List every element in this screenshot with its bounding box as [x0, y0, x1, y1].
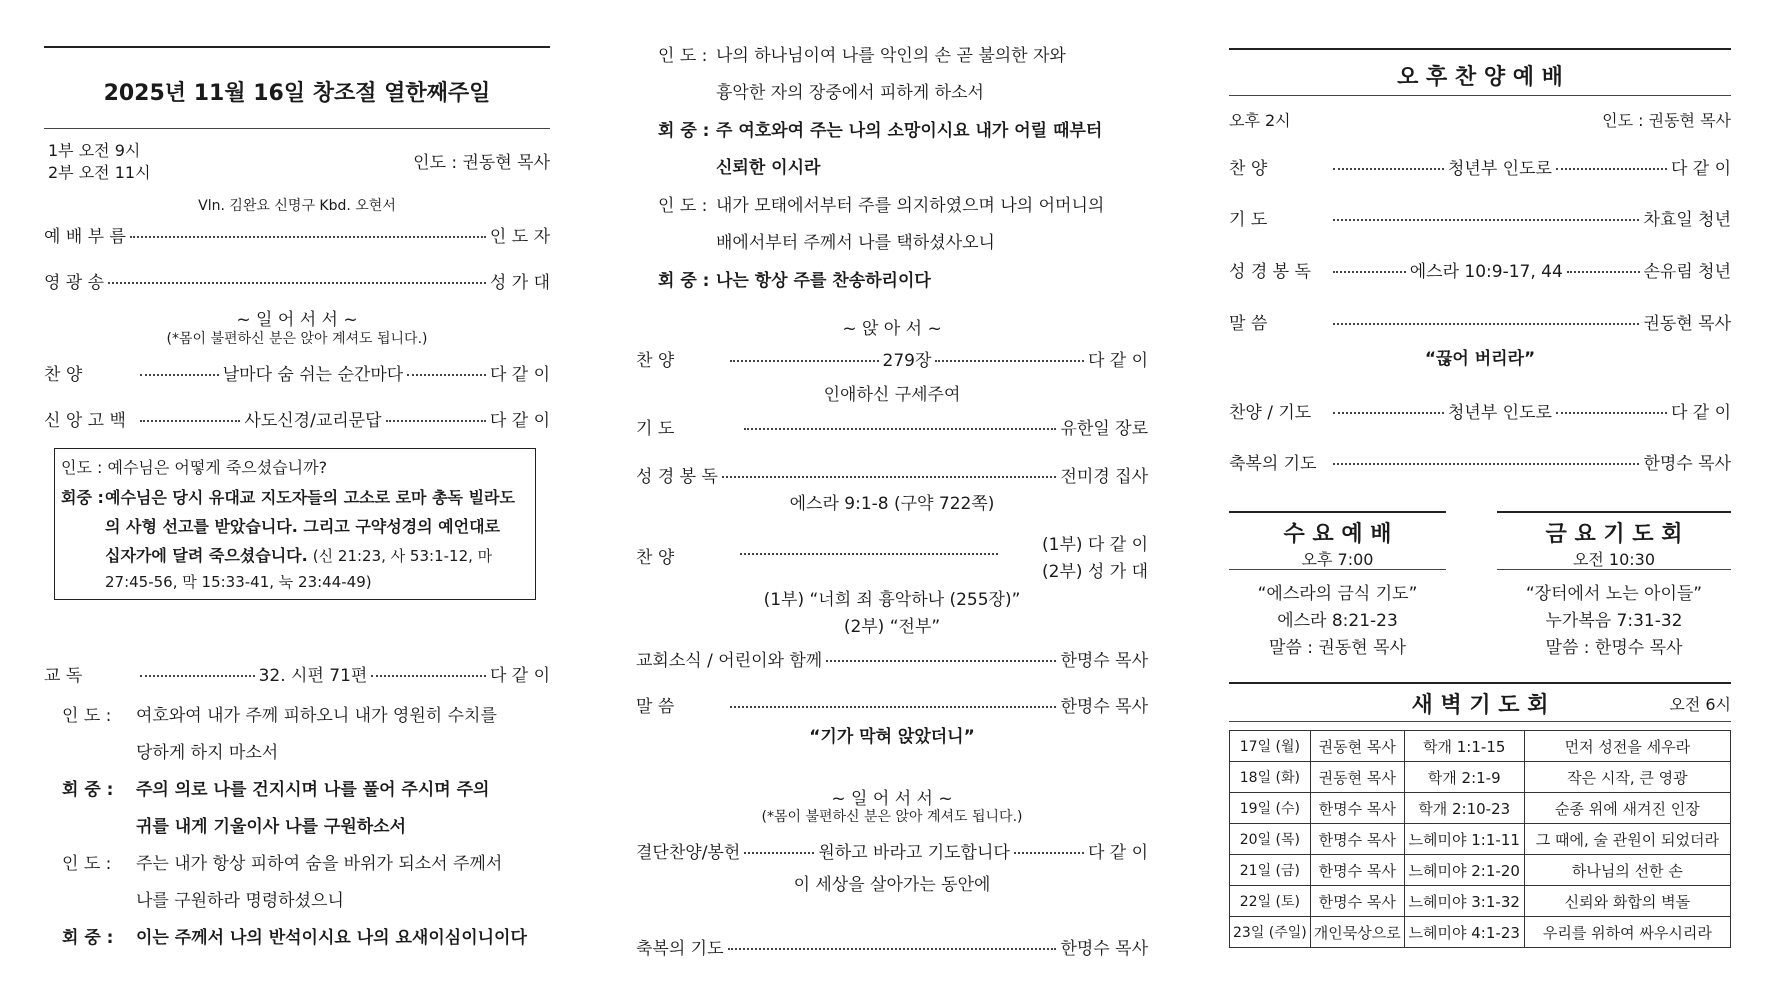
- musicians: Vln. 김완요 신명구 Kbd. 오현서: [198, 198, 396, 214]
- dawn-rule: [1229, 682, 1731, 684]
- row-label: 말 씀: [1229, 314, 1268, 334]
- title-cell: 하나님의 선한 손: [1524, 855, 1730, 886]
- row-person: 차효일 청년: [1643, 210, 1731, 230]
- answer-line-3: [105, 543, 492, 566]
- rule: [1229, 569, 1446, 570]
- verse-line: 당하게 하지 마소서: [136, 743, 279, 763]
- passage-cell: 느헤미야 2:1-20: [1404, 855, 1524, 886]
- responsive-verse: [62, 772, 550, 846]
- row-benediction: [636, 934, 1148, 959]
- row-person: 다 같 이: [1670, 159, 1732, 179]
- verse-line: 흉악한 자의 장중에서 피하게 하소서: [716, 83, 984, 103]
- verse-line: 주 여호와여 주는 나의 소망이시요 내가 어릴 때부터: [716, 121, 1103, 141]
- friday-title: 금 요 기 도 회: [1545, 522, 1683, 547]
- responsive-verse: [62, 846, 550, 920]
- row-label: 예 배 부 름: [44, 227, 126, 247]
- dot-leader: [935, 360, 1084, 362]
- dot-leader: [386, 420, 486, 422]
- dot-leader: [722, 476, 1057, 478]
- speaker-cell: 한명수 목사: [1310, 886, 1404, 917]
- verse-line: 주의 의로 나를 건지시며 나를 풀어 주시며 주의: [136, 780, 490, 800]
- speaker: 인 도 :: [658, 46, 708, 66]
- date-cell: 20일 (목): [1230, 824, 1311, 855]
- stand-note: (*몸이 불편하신 분은 앉아 계셔도 됩니다.): [166, 331, 428, 347]
- dot-leader: [140, 420, 240, 422]
- offering-song-sub: 이 세상을 살아가는 동안에: [793, 875, 991, 895]
- hymn-number: 279장: [882, 351, 932, 371]
- dot-leader: [140, 374, 219, 376]
- answer-text: 십자가에 달려 죽으셨습니다.: [105, 546, 308, 565]
- row-person: 다 같 이: [1087, 843, 1149, 863]
- dot-leader: [1333, 168, 1444, 170]
- speaker: 인 도 :: [62, 706, 112, 726]
- wednesday-time: 오후 7:00: [1301, 550, 1374, 569]
- service-time-1: 1부 오전 9시: [48, 141, 141, 160]
- page-title: 2025년 11월 16일 창조절 열한째주일: [103, 81, 491, 106]
- other-services-column: [1229, 0, 1731, 987]
- service-time-2: 2부 오전 11시: [48, 163, 151, 182]
- question-text: 예수님은 어떻게 죽으셨습니까?: [107, 458, 328, 477]
- wednesday-reference: 에스라 8:21-23: [1277, 611, 1398, 631]
- reading-title: 32. 시편 71편: [258, 666, 368, 686]
- stand-instruction: ~ 일 어 서 서 ~: [236, 310, 358, 330]
- date-cell: 23일 (주일): [1230, 917, 1311, 948]
- row-label: 교회소식 / 어린이와 함께: [636, 651, 823, 671]
- row-person: 다 같 이: [489, 365, 551, 385]
- row-person: 유한일 장로: [1060, 419, 1148, 439]
- top-rule: [1229, 48, 1731, 50]
- wednesday-title: 수 요 예 배: [1283, 522, 1392, 547]
- afternoon-service-title: 오 후 찬 양 예 배: [1397, 65, 1563, 90]
- dot-leader: [1556, 168, 1667, 170]
- verse-line: 배에서부터 주께서 나를 택하셨사오니: [716, 233, 995, 253]
- passage-cell: 학개 2:10-23: [1404, 793, 1524, 824]
- row-person: 한명수 목사: [1643, 454, 1731, 474]
- row-label: 찬양 / 기도: [1229, 403, 1312, 423]
- row-person: 다 같 이: [1670, 403, 1732, 423]
- row-responsive-reading: [44, 661, 550, 686]
- friday-prayer-meeting: [1497, 511, 1731, 661]
- row-label: 찬 양: [636, 351, 675, 371]
- passage-cell: 학개 1:1-15: [1404, 731, 1524, 762]
- row-label: 기 도: [636, 419, 675, 439]
- verse-line: 나의 하나님이여 나를 악인의 손 곧 불의한 자와: [716, 46, 1066, 66]
- passage-cell: 느헤미야 3:1-32: [1404, 886, 1524, 917]
- table-row: [1230, 855, 1731, 886]
- row-detail: 청년부 인도로: [1448, 159, 1552, 179]
- speaker-leader: 인도 :: [61, 458, 103, 477]
- date-cell: 22일 (토): [1230, 886, 1311, 917]
- friday-reference: 누가복음 7:31-32: [1545, 611, 1683, 631]
- date-cell: 18일 (화): [1230, 762, 1311, 793]
- row-hymn: [636, 346, 1148, 371]
- speaker-cell: 권동현 목사: [1310, 762, 1404, 793]
- table-row: [1230, 824, 1731, 855]
- date-cell: 17일 (월): [1230, 731, 1311, 762]
- sit-instruction: ~ 앉 아 서 ~: [842, 319, 942, 339]
- dot-leader: [1333, 323, 1639, 325]
- row-label: 성 경 봉 독: [636, 467, 718, 487]
- choir-label: 찬 양: [636, 548, 675, 568]
- dot-leader: [407, 374, 486, 376]
- wednesday-speaker: 말씀 : 권동현 목사: [1269, 638, 1406, 658]
- passage-cell: 느헤미야 4:1-23: [1404, 917, 1524, 948]
- responsive-verse: [62, 920, 550, 957]
- friday-speaker: 말씀 : 한명수 목사: [1545, 638, 1683, 658]
- dot-leader: [1014, 852, 1084, 854]
- title-cell: 먼저 성전을 세우라: [1524, 731, 1730, 762]
- row-person: 한명수 목사: [1060, 939, 1148, 959]
- speaker-cell: 한명수 목사: [1310, 824, 1404, 855]
- dot-leader: [1333, 271, 1406, 273]
- row-label: 찬 양: [44, 365, 83, 385]
- row-label: 찬 양: [1229, 159, 1268, 179]
- row-detail: 에스라 10:9-17, 44: [1409, 262, 1563, 282]
- verse-line: 여호와여 내가 주께 피하오니 내가 영원히 수치를: [136, 706, 497, 726]
- dot-leader: [1333, 412, 1444, 414]
- choir-performer-1: (1부) 다 같 이: [1042, 535, 1148, 555]
- speaker-congregation: 회중 :: [61, 488, 104, 507]
- row-pm-praise-prayer: [1229, 398, 1731, 423]
- creed-title: 사도신경/교리문답: [244, 411, 382, 431]
- dot-leader: [730, 706, 1056, 708]
- dawn-prayer-title: 새 벽 기 도 회: [1411, 693, 1549, 718]
- dot-leader: [371, 675, 486, 677]
- dot-leader: [1567, 271, 1640, 273]
- responsive-verse: [658, 113, 1148, 187]
- row-gloria: [44, 268, 550, 293]
- row-person: 권동현 목사: [1643, 314, 1731, 334]
- responsive-verse: [62, 698, 550, 772]
- table-row: [1230, 793, 1731, 824]
- answer-line-2: 의 사형 선고를 받았습니다. 그리고 구약성경의 예언대로: [105, 517, 500, 536]
- title-cell: 그 때에, 술 관원이 되었더라: [1524, 824, 1730, 855]
- row-label: 영 광 송: [44, 273, 105, 293]
- dawn-prayer-time: 오전 6시: [1669, 695, 1731, 714]
- responsive-verse: [658, 188, 1148, 262]
- rule: [1497, 511, 1731, 513]
- verse-line: 내가 모태에서부터 주를 의지하였으며 나의 어머니의: [716, 196, 1105, 216]
- responsive-verse: [658, 38, 1148, 112]
- title-cell: 작은 시작, 큰 영광: [1524, 762, 1730, 793]
- stand-instruction: ~ 일 어 서 서 ~: [831, 789, 953, 809]
- order-of-worship-column-2: [636, 0, 1148, 987]
- row-pm-bible: [1229, 257, 1731, 282]
- dot-leader: [1333, 219, 1639, 221]
- speaker-cell: 권동현 목사: [1310, 731, 1404, 762]
- dawn-title-rule: [1229, 721, 1731, 722]
- row-label: 축복의 기도: [1229, 454, 1317, 474]
- table-row: [1230, 731, 1731, 762]
- table-row: [1230, 917, 1731, 948]
- speaker: 회 중 :: [62, 780, 114, 800]
- rule: [1497, 569, 1731, 570]
- rule: [1229, 511, 1446, 513]
- verse-line: 나는 항상 주를 찬송하리이다: [716, 271, 931, 291]
- row-hymn: [44, 360, 550, 385]
- row-sermon: [636, 692, 1148, 717]
- table-row: [1230, 886, 1731, 917]
- row-label: 말 씀: [636, 697, 675, 717]
- speaker-cell: 한명수 목사: [1310, 855, 1404, 886]
- catechism-question: [61, 455, 327, 478]
- row-detail: 청년부 인도로: [1448, 403, 1552, 423]
- speaker-cell: 개인묵상으로: [1310, 917, 1404, 948]
- wednesday-sermon: “에스라의 금식 기도”: [1257, 584, 1418, 604]
- dot-leader: [744, 428, 1056, 430]
- speaker: 회 중 :: [62, 928, 114, 948]
- row-pm-praise: [1229, 154, 1731, 179]
- date-cell: 21일 (금): [1230, 855, 1311, 886]
- dot-leader: [728, 948, 1057, 950]
- dot-leader: [1556, 412, 1667, 414]
- sermon-title: “기가 막혀 앉았더니”: [809, 727, 975, 747]
- afternoon-leader: 인도 : 권동현 목사: [1602, 111, 1731, 130]
- dot-leader: [130, 236, 486, 238]
- row-person: 인 도 자: [489, 227, 550, 247]
- speaker: 인 도 :: [62, 854, 112, 874]
- row-person: 전미경 집사: [1060, 467, 1148, 487]
- afternoon-time: 오후 2시: [1229, 111, 1291, 130]
- row-label: 결단찬양/봉헌: [636, 843, 741, 863]
- row-person: 다 같 이: [489, 666, 551, 686]
- row-church-news: [636, 646, 1148, 671]
- row-label: 축복의 기도: [636, 939, 724, 959]
- row-label: 성 경 봉 독: [1229, 262, 1311, 282]
- title-rule: [1229, 95, 1731, 96]
- date-cell: 19일 (수): [1230, 793, 1311, 824]
- top-rule: [44, 46, 550, 48]
- row-label: 신 앙 고 백: [44, 411, 126, 431]
- row-person: 손유림 청년: [1643, 262, 1732, 282]
- row-person: 한명수 목사: [1060, 697, 1148, 717]
- choir-song-1: (1부) “너희 죄 흉악하나 (255장)”: [763, 590, 1021, 610]
- friday-time: 오전 10:30: [1572, 550, 1656, 569]
- verse-line: 신뢰한 이시라: [716, 158, 821, 178]
- row-pm-benediction: [1229, 449, 1731, 474]
- dawn-prayer-table: [1229, 730, 1731, 948]
- row-person: 다 같 이: [1087, 351, 1149, 371]
- speaker: 인 도 :: [658, 196, 708, 216]
- order-of-worship-column-1: [44, 0, 550, 987]
- speaker: 회 중 :: [658, 121, 710, 141]
- answer-reference-2: 27:45-56, 막 15:33-41, 눅 23:44-49): [105, 573, 372, 591]
- row-call-to-worship: [44, 222, 550, 247]
- verse-line: 이는 주께서 나의 반석이시요 나의 요새이심이니이다: [136, 928, 527, 948]
- bible-reference: 에스라 9:1-8 (구약 722쪽): [789, 494, 995, 514]
- title-rule: [44, 128, 550, 129]
- row-person: 다 같 이: [489, 411, 550, 431]
- service-leader: 인도 : 권동현 목사: [413, 153, 550, 173]
- row-prayer: [636, 414, 1148, 439]
- stand-note: (*몸이 불편하신 분은 앉아 계셔도 됩니다.): [761, 809, 1023, 825]
- title-cell: 우리를 위하여 싸우시리라: [1524, 917, 1730, 948]
- dot-leader: [744, 852, 814, 854]
- row-person: 성 가 대: [489, 273, 550, 293]
- dot-leader: [1333, 463, 1639, 465]
- pm-sermon-title: “끊어 버리라”: [1424, 349, 1536, 369]
- answer-line-1: 예수님은 당시 유대교 지도자들의 고소로 로마 총독 빌라도: [105, 488, 515, 507]
- offering-song: 원하고 바라고 기도합니다: [818, 843, 1010, 863]
- choir-song-2: (2부) “전부”: [843, 617, 941, 637]
- dot-leader: [140, 675, 255, 677]
- hymn-title: 날마다 숨 쉬는 순간마다: [222, 365, 404, 385]
- choir-performer-2: (2부) 성 가 대: [1042, 562, 1148, 582]
- hymn-name: 인애하신 구세주여: [823, 385, 961, 405]
- row-person: 한명수 목사: [1060, 651, 1148, 671]
- row-offering: [636, 838, 1148, 863]
- title-cell: 순종 위에 새겨진 인장: [1524, 793, 1730, 824]
- answer-reference: (신 21:23, 사 53:1-12, 마: [312, 547, 493, 565]
- row-label: 교 독: [44, 666, 83, 686]
- row-pm-prayer: [1229, 205, 1731, 230]
- row-pm-sermon: [1229, 309, 1731, 334]
- table-row: [1230, 762, 1731, 793]
- speaker-cell: 한명수 목사: [1310, 793, 1404, 824]
- row-label: 기 도: [1229, 210, 1268, 230]
- responsive-verse: [658, 263, 1148, 300]
- title-cell: 신뢰와 화합의 벽돌: [1524, 886, 1730, 917]
- row-bible-reading: [636, 462, 1148, 487]
- dot-leader: [740, 553, 998, 555]
- verse-line: 귀를 내게 기울이사 나를 구원하소서: [136, 817, 407, 837]
- catechism-box: [54, 448, 536, 600]
- row-creed: [44, 406, 550, 431]
- verse-line: 나를 구원하라 명령하셨으니: [136, 891, 344, 911]
- passage-cell: 느헤미야 1:1-11: [1404, 824, 1524, 855]
- verse-line: 주는 내가 항상 피하여 숨을 바위가 되소서 주께서: [136, 854, 503, 874]
- dot-leader: [108, 282, 486, 284]
- friday-sermon: “장터에서 노는 아이들”: [1525, 584, 1703, 604]
- passage-cell: 학개 2:1-9: [1404, 762, 1524, 793]
- wednesday-service: [1229, 511, 1446, 661]
- speaker: 회 중 :: [658, 271, 710, 291]
- dot-leader: [730, 360, 879, 362]
- dot-leader: [826, 660, 1056, 662]
